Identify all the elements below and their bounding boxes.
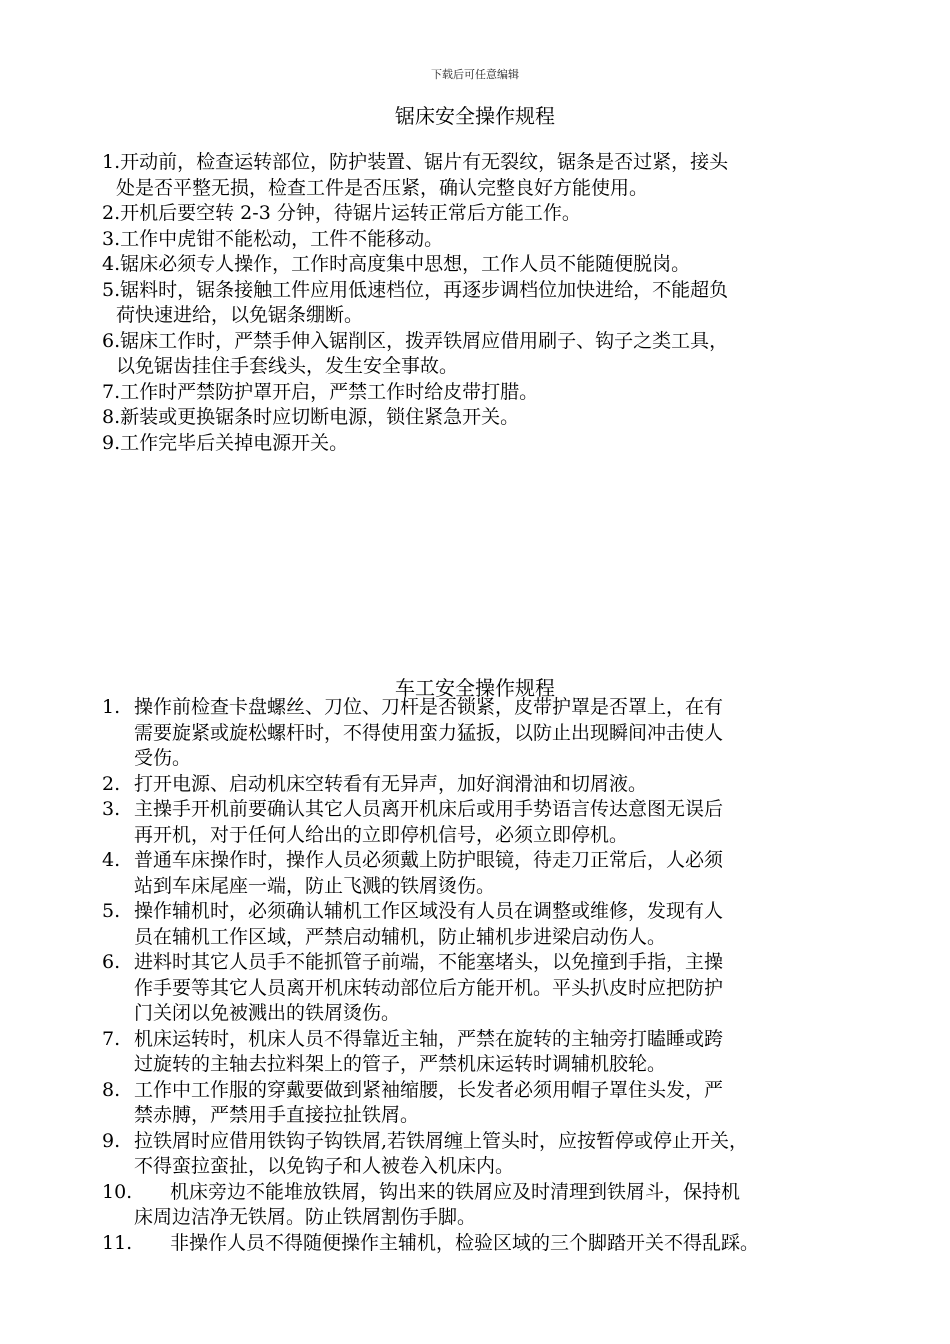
section1-title: 锯床安全操作规程 (395, 104, 555, 128)
item-number: 7. (102, 380, 121, 403)
item-number: 4. (102, 253, 121, 275)
item-number: 2. (102, 772, 121, 795)
list-item (102, 1129, 852, 1180)
item-text-line: 工作中工作服的穿戴要做到紧袖缩腰，长发者必须用帽子罩住头发，严 (134, 1078, 724, 1101)
item-number: 8. (102, 1078, 121, 1101)
item-text-line: 处是否平整无损，检查工件是否压紧，确认完整良好方能使用。 (116, 176, 649, 199)
item-text-line: 进料时其它人员手不能抓管子前端，不能塞堵头，以免撞到手指，主操 (134, 951, 724, 973)
item-text-line: 需要旋紧或旋松螺杆时，不得使用蛮力猛扳，以防止出现瞬间冲击使人 (134, 721, 724, 744)
list-item (102, 227, 852, 253)
item-text-line: 打开电源、启动机床空转看有无异声，加好润滑油和切屑液。 (134, 772, 648, 795)
item-number: 6. (102, 329, 121, 352)
list-item (102, 950, 852, 1027)
item-text-line: 不得蛮拉蛮扯，以免钩子和人被卷入机床内。 (134, 1155, 515, 1177)
item-text-line: 过旋转的主轴去拉料架上的管子，严禁机床运转时调辅机胶轮。 (134, 1053, 667, 1075)
section1-list (102, 150, 852, 456)
item-text-line: 新装或更换锯条时应切断电源，锁住紧急开关。 (120, 406, 520, 428)
item-text-line: 门关闭以免被溅出的铁屑烫伤。 (134, 1002, 401, 1024)
item-number: 9. (102, 431, 121, 454)
item-number: 8. (102, 406, 121, 428)
list-item (102, 278, 852, 329)
item-number: 5. (102, 278, 121, 301)
item-text-line: 以免锯齿挂住手套线头，发生安全事故。 (116, 355, 459, 377)
item-text-line: 机床旁边不能堆放铁屑，钩出来的铁屑应及时清理到铁屑斗，保持机 (170, 1180, 741, 1203)
item-number: 3. (102, 227, 121, 250)
item-text-line: 主操手开机前要确认其它人员离开机床后或用手势语言传达意图无误后 (134, 798, 724, 820)
list-item (102, 797, 852, 848)
item-text-line: 开机后要空转 2-3 分钟，待锯片运转正常后方能工作。 (120, 202, 581, 224)
item-text-line: 禁赤膊，严禁用手直接拉扯铁屑。 (134, 1104, 420, 1126)
item-text-line: 机床运转时，机床人员不得靠近主轴，严禁在旋转的主轴旁打瞌睡或跨 (134, 1027, 724, 1050)
item-text-line: 荷快速进给，以免锯条绷断。 (116, 304, 364, 326)
item-number: 6. (102, 951, 121, 973)
list-item (102, 899, 852, 950)
item-text-line: 开动前，检查运转部位，防护装置、锯片有无裂纹，锯条是否过紧，接头 (120, 151, 729, 173)
item-text-line: 锯床工作时，严禁手伸入锯削区，拨弄铁屑应借用刷子、钩子之类工具， (120, 329, 729, 352)
item-text-line: 锯床必须专人操作，工作时高度集中思想，工作人员不能随便脱岗。 (120, 253, 691, 275)
list-item (102, 150, 852, 201)
section2-list (102, 695, 852, 1256)
list-item (102, 405, 852, 431)
list-item (102, 380, 852, 406)
item-text-line: 拉铁屑时应借用铁钩子钩铁屑,若铁屑缠上管头时，应按暂停或停止开关， (134, 1129, 749, 1152)
item-number: 1. (102, 696, 121, 718)
list-item (102, 201, 852, 227)
item-number: 7. (102, 1027, 121, 1050)
item-text-line: 员在辅机工作区域，严禁启动辅机，防止辅机步进梁启动伤人。 (134, 925, 667, 948)
item-text-line: 锯料时，锯条接触工件应用低速档位，再逐步调档位加快进给，不能超负 (120, 278, 729, 301)
list-item (102, 695, 852, 772)
list-item (102, 1078, 852, 1129)
item-text-line: 工作时严禁防护罩开启，严禁工作时给皮带打腊。 (120, 380, 539, 403)
section2-title: 车工安全操作规程 (395, 676, 555, 700)
item-text-line: 受伤。 (134, 747, 192, 769)
item-text-line: 作手要等其它人员离开机床转动部位后方能开机。平头扒皮时应把防护 (134, 976, 724, 999)
item-number: 3. (102, 798, 121, 820)
list-item (102, 848, 852, 899)
item-text-line: 操作辅机时，必须确认辅机工作区域没有人员在调整或维修，发现有人 (134, 900, 724, 922)
list-item (102, 1231, 852, 1257)
item-number: 5. (102, 900, 121, 922)
item-number: 9. (102, 1129, 121, 1152)
item-text-line: 工作完毕后关掉电源开关。 (120, 431, 349, 454)
item-number: 4. (102, 849, 121, 871)
list-item (102, 1180, 852, 1231)
item-text-line: 普通车床操作时，操作人员必须戴上防护眼镜，待走刀正常后，人必须 (134, 849, 724, 871)
item-text-line: 床周边洁净无铁屑。防止铁屑割伤手脚。 (134, 1206, 477, 1228)
list-item (102, 1027, 852, 1078)
item-text-line: 工作中虎钳不能松动，工件不能移动。 (120, 227, 444, 250)
item-number: 10. (102, 1180, 133, 1203)
item-text-line: 站到车床尾座一端，防止飞溅的铁屑烫伤。 (134, 874, 496, 897)
list-item (102, 252, 852, 278)
item-number: 2. (102, 202, 121, 224)
item-text-line: 非操作人员不得随便操作主辅机，检验区域的三个脚踏开关不得乱踩。 (170, 1231, 760, 1254)
list-item (102, 431, 852, 457)
header-note: 下载后可任意编辑 (431, 68, 519, 81)
list-item (102, 772, 852, 798)
list-item (102, 329, 852, 380)
item-number: 11. (102, 1231, 133, 1254)
item-number: 1. (102, 151, 121, 173)
item-text-line: 再开机，对于任何人给出的立即停机信号，必须立即停机。 (134, 823, 629, 846)
item-text-line: 操作前检查卡盘螺丝、刀位、刀杆是否锁紧，皮带护罩是否罩上，在有 (134, 696, 724, 718)
